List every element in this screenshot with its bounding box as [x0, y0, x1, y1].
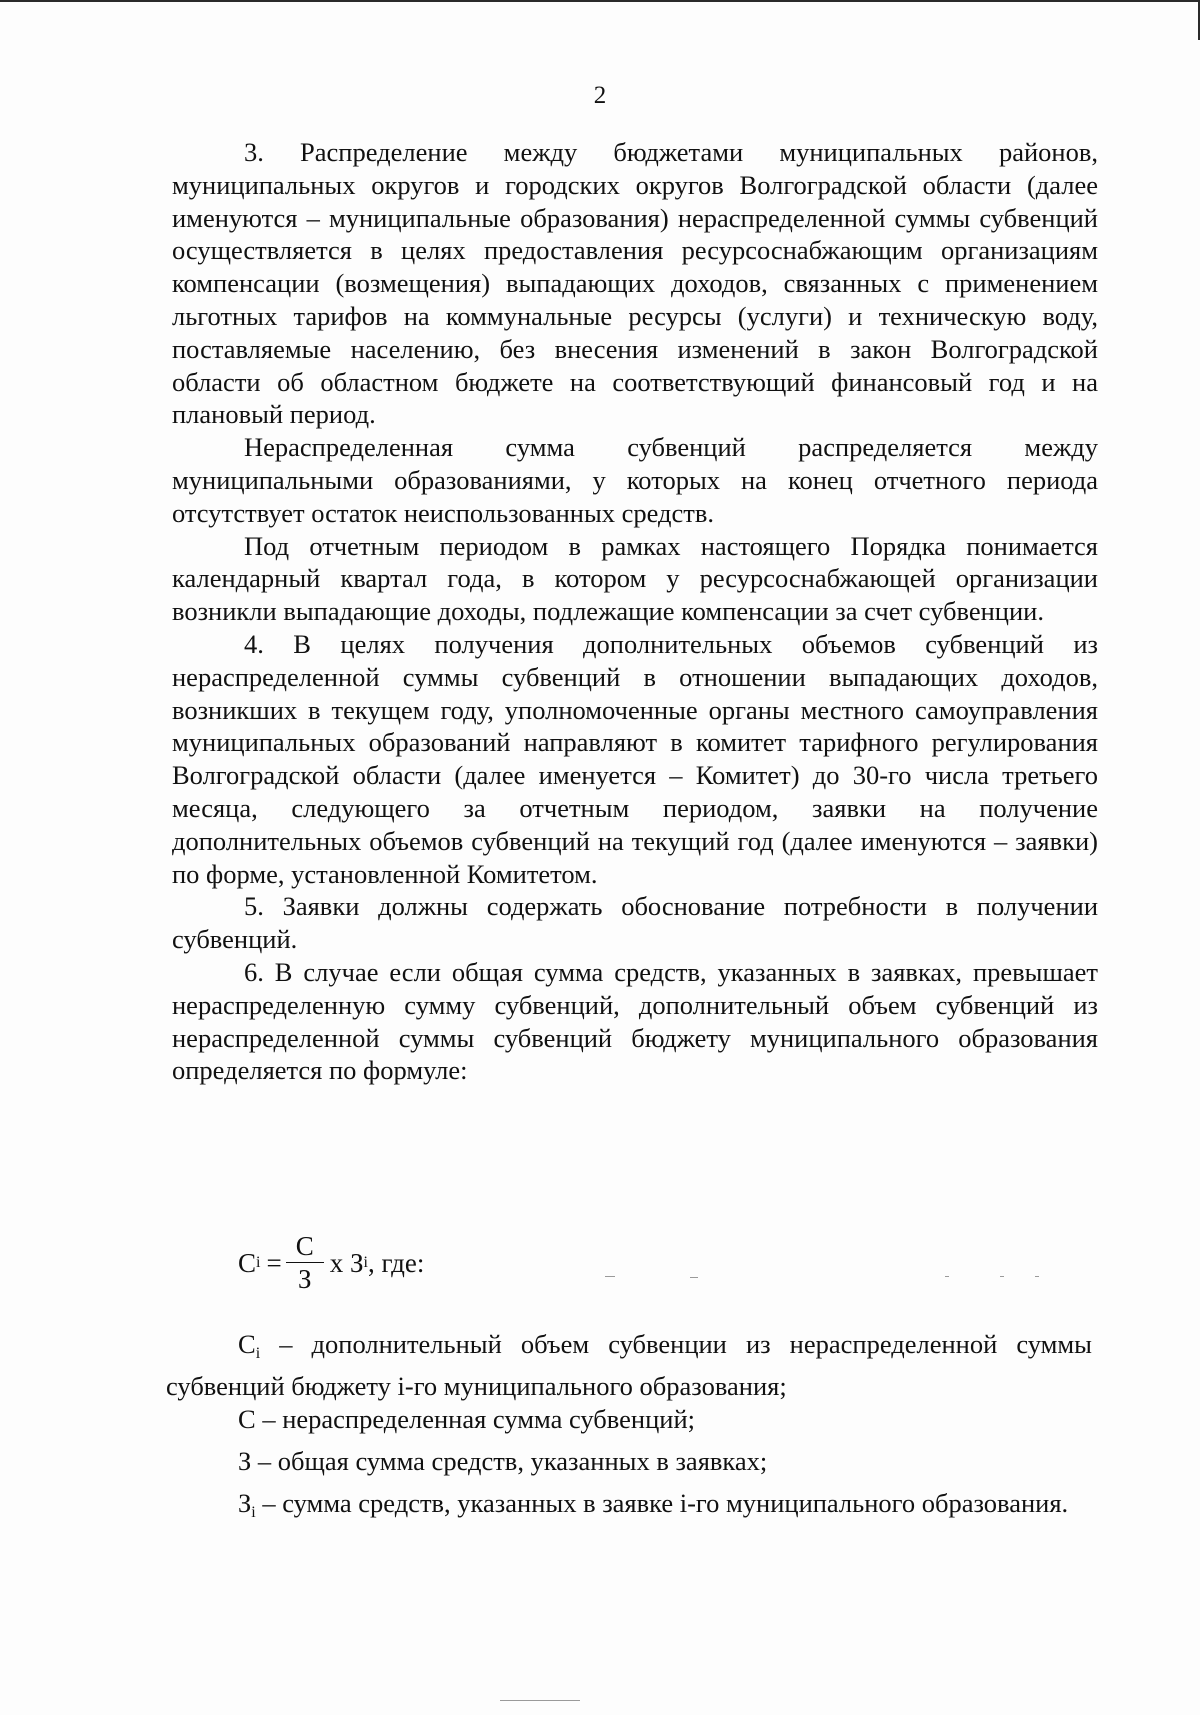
formula-fraction [286, 1232, 324, 1293]
formula-numerator: C [286, 1232, 324, 1263]
paragraph-5: 5. Заявки должны содержать обоснование потребности в получении субвенций. [172, 891, 1098, 955]
scan-speck [500, 1700, 580, 1701]
formula-denominator: З [297, 1264, 312, 1294]
scan-speck [945, 1276, 949, 1277]
paragraph-3: 3. Распределение между бюджетами муниципальных районов, муниципальных округов и городских округов Волгоградской области (далее именуются – муниципальные образования) нераспределенной суммы субвенций осуществляется в целях предоставления ресурсоснабжающим организациям компенсации (возмещения) выпадающих доходов, связанных с применением льготных тарифов на коммунальные ресурсы (услуги) и техническую воду, поставляемые населению, без внесения изменений в закон Волгоградской области об областном бюджете на соответствующий финансовый год и на плановый период. [172, 137, 1098, 430]
paragraph-3-unallocated: Нераспределенная сумма субвенций распределяется между муниципальными образованиями, у которых на конец отчетного периода отсутствует остаток неиспользованных средств. [172, 432, 1098, 528]
definition-item: $З_i$ – сумма средств, указанных в заявке i-го муниципального образования. [238, 1488, 1069, 1521]
scan-speck [605, 1276, 615, 1277]
document-body [172, 136, 1098, 1087]
formula-definitions [166, 1328, 1092, 1529]
scan-speck [690, 1277, 698, 1278]
formula-equals: = [266, 1247, 282, 1278]
paragraph-3-reporting-period: Под отчетным периодом в рамках настоящего Порядка понимается календарный квартал года, в котором у ресурсоснабжающей организации возникли выпадающие доходы, подлежащие компенсации за счет субвенции. [172, 530, 1098, 627]
paragraph-4: 4. В целях получения дополнительных объемов субвенций из нераспределенной суммы субвенций в отношении выпадающих доходов, возникших в текущем году, уполномоченные органы местного самоуправления муниципальных образований направляют в комитет тарифного регулирования Волгоградской области (далее именуется – Комитет) до 30-го числа третьего месяца, следующего за отчетным периодом, заявки на получение дополнительных объемов субвенций на текущий год (далее именуются – заявки) по форме, установленной Комитетом. [172, 628, 1098, 889]
formula-multiplier: x З [329, 1247, 364, 1278]
scan-speck [1000, 1276, 1004, 1277]
definition-item: C – нераспределенная сумма субвенций; [238, 1404, 695, 1434]
definition-item: $C_i$ – дополнительный объем субвенции из нераспределенной суммы субвенций бюджету i-го муниципального образования; [166, 1329, 1092, 1401]
scan-top-edge [0, 0, 1200, 2]
paragraph-6: 6. В случае если общая сумма средств, указанных в заявках, превышает нераспределенную сумму субвенций, дополнительный объем субвенций из нераспределенной суммы субвенций бюджету муниципального образования определяется по формуле: [172, 956, 1098, 1086]
formula-lhs-subscript: i [256, 1253, 261, 1271]
definition-item: З – общая сумма средств, указанных в заявках; [238, 1446, 768, 1476]
page-number: 2 [593, 82, 607, 109]
scan-speck [1035, 1276, 1039, 1277]
allocation-formula [238, 1232, 424, 1293]
formula-multiplier-subscript: i [363, 1253, 368, 1271]
formula-suffix: , где: [367, 1247, 425, 1278]
formula-lhs: C [238, 1247, 257, 1278]
